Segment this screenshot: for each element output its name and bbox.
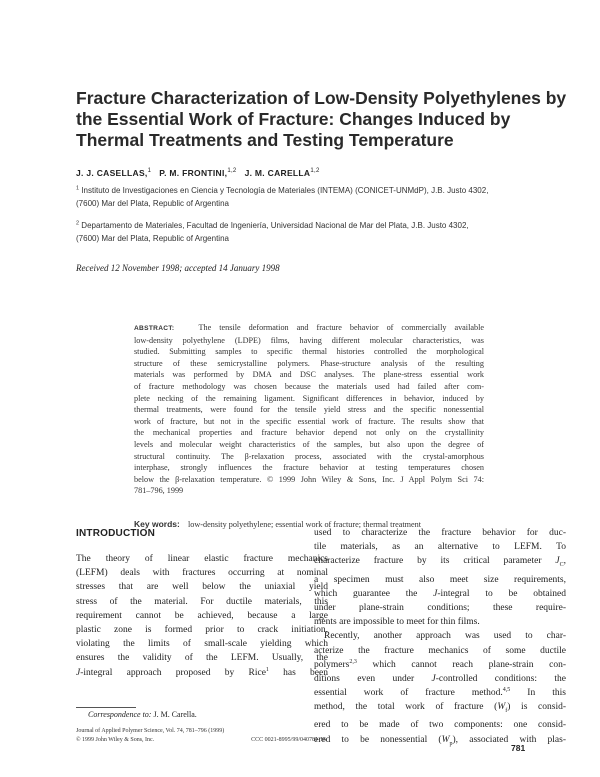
body-line: essential work of fracture method.$^{4,5}$ In this (314, 686, 566, 699)
abstract (134, 322, 484, 497)
body-line: ensures the validity of the LEFM. Usually, the (76, 653, 328, 664)
body-line: used to characterize the fracture behavior for duc- (314, 528, 566, 538)
affil-line: Departamento de Materiales, Facultad de Ingeniería, Universidad Nacional de Mar del Plata, J.B. Justo 4302, (81, 221, 469, 230)
affil-mark: 2 (76, 220, 80, 227)
abstract-line: structure of these semicrystalline polymers. Phase-structure analysis of the resulting (134, 358, 484, 368)
ccc-code: CCC 0021-8995/99/040781-16 (251, 737, 326, 743)
body-line: ered to be made of two components: one consid- (314, 720, 566, 731)
title-line: Thermal Treatments and Testing Temperature (76, 130, 454, 150)
page-number: 781 (511, 743, 526, 753)
body-line: plastic zone is formed prior to crack initiation, (76, 625, 328, 636)
abstract-line: studied. Submitting samples to specific thermal histories controlled the morphological (134, 347, 484, 357)
body-line: stress of the material. For ductile materials, this (76, 596, 328, 607)
author-affil-mark: 1 (147, 168, 152, 175)
section-heading: INTRODUCTION (76, 528, 156, 539)
copyright: © 1999 John Wiley & Sons, Inc. (76, 737, 155, 743)
body-line: J-integral approach proposed by Rice$^1$ has been (76, 666, 328, 678)
journal-info (76, 727, 326, 745)
body-line: acterize the fracture mechanics of some ductile (314, 645, 566, 656)
keywords-text: low-density polyethylene; essential work of fracture; thermal treatment (188, 520, 422, 529)
body-line: a specimen must also meet size requirements, (314, 574, 566, 585)
body-line: method, the total work of fracture $(W_f)$ is consid- (314, 702, 566, 715)
affil-line: (7600) Mar del Plata, Republic of Argentina (76, 198, 229, 208)
received-date: Received 12 November 1998; accepted 14 January 1998 (76, 263, 280, 273)
abstract-line: low-density polyethylene (LDPE) films, having different molecular characteristics, was (134, 335, 484, 345)
abstract-line: the mechanical properties and fracture behavior depend not only on the crystallinity (134, 428, 484, 438)
abstract-line: 781–796, 1999 (134, 486, 184, 496)
left-column (76, 552, 328, 680)
title-line: Fracture Characterization of Low-Density Polyethylenes by (76, 88, 567, 108)
body-line: which guarantee the J-integral to be obtained (314, 588, 566, 599)
footnote-name: J. M. Carella. (151, 710, 197, 719)
abstract-line: materials was performed by DMA and DSC analyses. The plane-stress essential work (134, 370, 484, 380)
affil-line: (7600) Mar del Plata, Republic of Argentina (76, 233, 229, 243)
author-list (76, 168, 320, 178)
body-line: (LEFM) deals with fractures occurring at nominal (76, 568, 328, 579)
affil-mark: 1 (76, 185, 80, 192)
body-line: tile materials, as an alternative to LEFM. To (314, 542, 566, 553)
body-line: stresses that are well below the uniaxial yield (76, 582, 328, 593)
abstract-line: plete necking of the remaining ligament. Significant differences in behavior, induced by (134, 393, 484, 403)
affiliation-2 (76, 220, 546, 245)
abstract-line: interphase, strongly influences the fracture behavior at testing temperatures chosen (134, 463, 484, 473)
abstract-line: below the β-relaxation temperature. © 1999 John Wiley & Sons, Inc. J Appl Polym Sci 74: (134, 474, 484, 484)
abstract-line: levels and molecular weight characteristics of the samples, but also upon the degree of (134, 439, 484, 449)
abstract-line: structural continuity. The β-relaxation process, associated with the crystal-amorphous (134, 451, 484, 461)
right-column (314, 526, 566, 751)
affil-line: Instituto de Investigaciones en Ciencia y Tecnología de Materiales (INTEMA) (CONICET-UNMdP), J.B. Justo 4302, (81, 186, 489, 195)
body-line: requirement cannot be achieved, because a large (76, 610, 328, 621)
body-line: ments are impossible to meet for thin films. (314, 617, 480, 628)
author-name: J. M. CARELLA (244, 168, 311, 178)
abstract-line: thermal treatments, were found for the tensile yield stress and the specific nonessential (134, 405, 484, 415)
title-line: the Essential Work of Fracture: Changes Induced by (76, 109, 511, 129)
abstract-line: of fracture methodology was chosen because the materials used had failed after com- (134, 381, 484, 391)
body-line: The theory of linear elastic fracture mechanics (76, 554, 328, 564)
abstract-line: The tensile deformation and fracture behavior of commercially available (198, 323, 484, 332)
correspondence-footnote (88, 710, 197, 719)
body-line: under plane-strain conditions; these require- (314, 602, 566, 613)
abstract-label: ABSTRACT: (134, 325, 175, 332)
keywords-label: Key words: (134, 519, 180, 529)
body-line: polymers$^{2,3}$ which cannot reach plane-strain con- (314, 658, 566, 670)
author-name: J. J. CASELLAS, (76, 168, 148, 178)
affiliation-1 (76, 185, 546, 210)
author-name: P. M. FRONTINI, (159, 168, 228, 178)
body-line: Recently, another approach was used to char- (324, 631, 566, 642)
footnote-divider (76, 707, 136, 708)
footnote-label: Correspondence to: (88, 710, 152, 719)
body-line: violating the limits of small-scale yielding which (76, 639, 328, 650)
body-line: ditions even under J-controlled conditions: the (314, 673, 566, 684)
article-title (76, 88, 567, 151)
body-line: characterize fracture by its critical parameter $J_C$, (314, 556, 566, 569)
author-affil-mark: 1,2 (227, 168, 237, 175)
journal-citation: Journal of Applied Polymer Science, Vol. 74, 781–796 (1999) (76, 728, 225, 734)
abstract-line: work of fracture, but not in the specific essential work of fracture. The results show that (134, 416, 484, 426)
body-line: ered to be nonessential $(W_p)$, associated with plas- (314, 734, 566, 747)
author-affil-mark: 1,2 (310, 168, 320, 175)
